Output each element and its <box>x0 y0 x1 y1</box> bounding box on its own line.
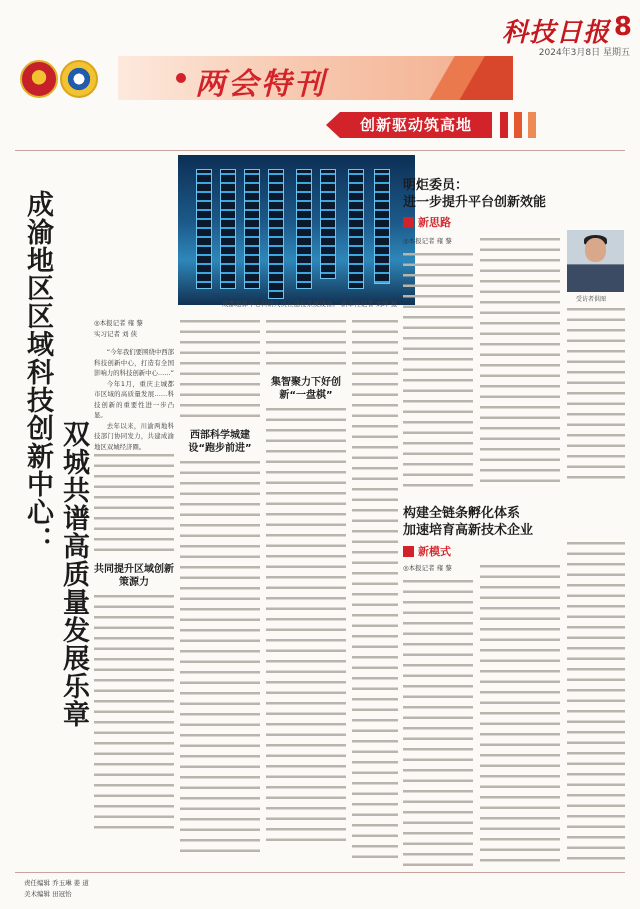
side-article-2-title: 加速培育高新技术企业 <box>403 523 534 538</box>
body-text <box>352 318 398 858</box>
body-text <box>567 540 625 865</box>
side-column-6 <box>567 540 625 868</box>
body-text <box>266 406 346 846</box>
editor-line: 责任编辑 乔玉琳 姜 道 <box>24 879 89 887</box>
lead-column-3 <box>266 318 346 868</box>
lead-headline: 成渝地区区域科技创新中心： <box>22 190 53 554</box>
paragraph: 今年1月，重庆主城都市区域的高质量发展……科技创新的重要性进一步凸显。 <box>94 379 174 419</box>
section-marker-icon <box>403 546 414 557</box>
subhead: 集智聚力下好创新“一盘棋” <box>271 377 341 401</box>
paragraph: “今年我们要围绕中西部科技创新中心，打造有全国影响力的科技创新中心……” <box>94 348 174 377</box>
body-text <box>94 452 174 557</box>
lead-subheadline: 双城共谱高质量发展乐章 <box>58 420 89 728</box>
side-article-title: 明炬委员： <box>403 178 469 193</box>
decorative-stripes <box>500 112 620 138</box>
side-article-title: 进一步提升平台创新效能 <box>403 195 547 210</box>
avatar <box>567 230 624 292</box>
body-text <box>480 236 560 486</box>
side-section-label: 新思路 <box>418 216 451 229</box>
side-column-5 <box>480 563 560 868</box>
byline: ◎本报记者 雍 黎 <box>403 237 452 245</box>
side-column-1 <box>403 236 473 492</box>
section-tag: 创新驱动筑高地 <box>340 112 492 138</box>
national-emblem-icon <box>20 60 58 98</box>
side-column-2 <box>480 236 560 492</box>
photo-caption: 成都超算中心科研人员在巡检系统设备。 新华社记者 刘坤 摄 <box>222 300 398 308</box>
cppcc-emblem-icon <box>60 60 98 98</box>
body-text <box>403 251 473 491</box>
subhead: 西部科学城建设“跑步前进” <box>188 430 252 454</box>
subhead: 共同提升区域创新策源力 <box>94 564 174 588</box>
banner-dot-icon <box>176 73 186 83</box>
page-number: 8 <box>613 12 632 42</box>
newspaper-name: 科技日报 <box>501 18 610 48</box>
body-text <box>403 578 473 868</box>
lead-column-1 <box>94 318 174 868</box>
issue-date: 2024年3月8日 星期五 <box>538 48 630 58</box>
section-marker-icon <box>403 217 414 228</box>
body-text <box>180 459 260 859</box>
body-text <box>567 306 625 486</box>
editor-credits <box>24 878 89 900</box>
side-column-4 <box>403 563 473 868</box>
side-article-2-title: 构建全链条孵化体系 <box>403 506 521 521</box>
supercomputer-photo <box>178 155 415 305</box>
portrait-caption: 受访者供图 <box>576 296 607 303</box>
byline: ◎本报记者 雍 黎 <box>94 319 143 327</box>
divider <box>15 150 625 151</box>
byline: ◎本报记者 雍 黎 <box>403 564 452 572</box>
byline: 实习记者 刘 侠 <box>94 329 138 338</box>
special-issue-title: 两会特刊 <box>195 67 327 102</box>
lead-column-4 <box>352 318 398 868</box>
body-text <box>180 318 260 423</box>
side-column-3 <box>567 306 625 491</box>
paragraph: 去年以来，川渝两地科技部门协同发力，共建成渝地区双城经济圈。 <box>94 421 174 451</box>
divider <box>15 872 625 873</box>
body-text <box>94 593 174 833</box>
side-section-label: 新模式 <box>418 545 451 558</box>
lead-column-2 <box>180 318 260 868</box>
body-text <box>480 563 560 863</box>
editor-line: 美术编辑 田冠怡 <box>24 890 72 898</box>
body-text <box>266 318 346 370</box>
